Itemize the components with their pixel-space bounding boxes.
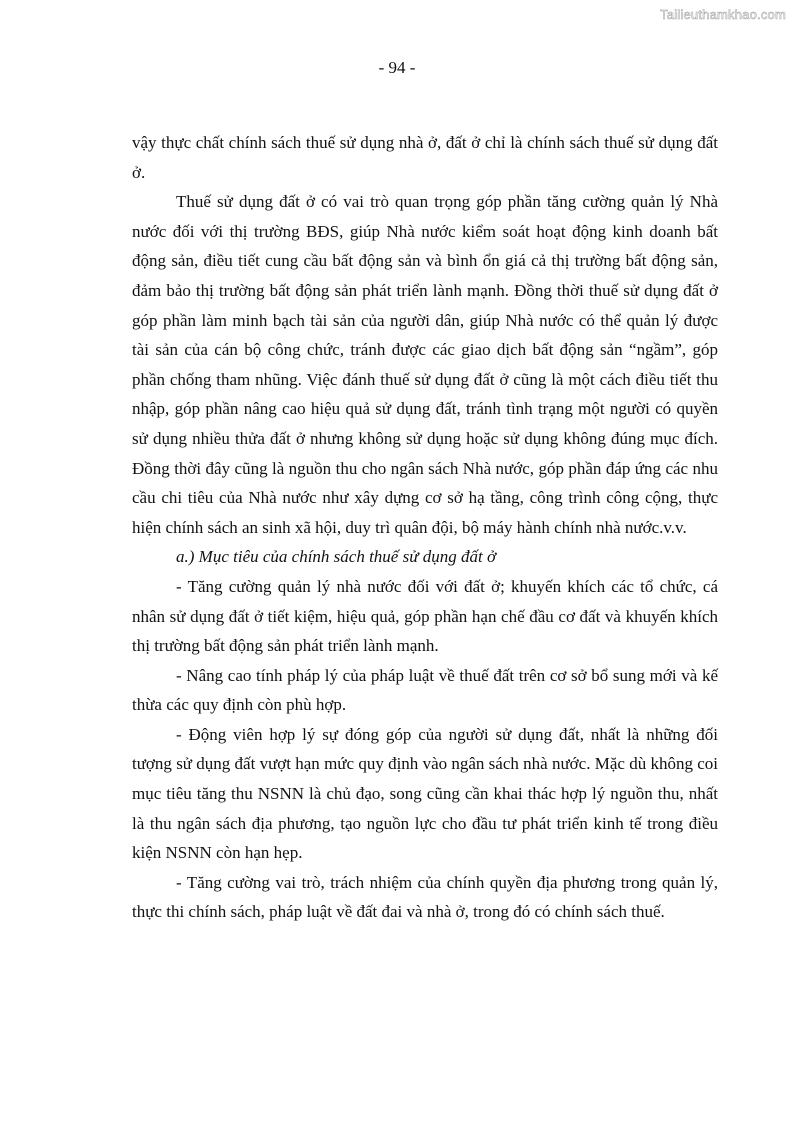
page-number: - 94 -	[378, 58, 416, 77]
objective-item-4: - Tăng cường vai trò, trách nhiệm của chính quyền địa phương trong quản lý, thực thi chính sách, pháp luật về đất đai và nhà ở, trong đó có chính sách thuế.	[132, 872, 718, 922]
objective-item-2: - Nâng cao tính pháp lý của pháp luật về thuế đất trên cơ sở bổ sung mới và kế thừa các quy định còn phù hợp.	[132, 665, 718, 715]
paragraph-continuation: vậy thực chất chính sách thuế sử dụng nhà ở, đất ở chỉ là chính sách thuế sử dụng đất ở.	[132, 133, 718, 182]
watermark: Tailieuthamkhao.com	[660, 7, 786, 22]
section-heading-objectives: a.) Mục tiêu của chính sách thuế sử dụng đất ở	[176, 547, 497, 567]
objective-item-3: - Động viên hợp lý sự đóng góp của người sử dụng đất, nhất là những đối tượng sử dụng đất vượt hạn mức quy định vào ngân sách nhà nước. Mặc dù không coi mục tiêu tăng thu NSNN là chủ đạo, song cũng cần khai thác hợp lý nguồn thu, nhất là thu ngân sách địa phương, tạo nguồn lực cho đầu tư phát triển kinh tế trong điều kiện NSNN còn hạn hẹp.	[132, 724, 718, 863]
document-body	[132, 128, 718, 927]
paragraph-role-of-tax: Thuế sử dụng đất ở có vai trò quan trọng góp phần tăng cường quản lý Nhà nước đối với thị trường BĐS, giúp Nhà nước kiểm soát hoạt động kinh doanh bất động sản, điều tiết cung cầu bất động sản và bình ổn giá cả thị trường bất động sản, đảm bảo thị trường bất động sản phát triển lành mạnh. Đồng thời thuế sử dụng đất ở góp phần làm minh bạch tài sản của người dân, giúp Nhà nước có thể quản lý được tài sản của cán bộ công chức, tránh được các giao dịch bất động sản “ngầm”, góp phần chống tham nhũng. Việc đánh thuế sử dụng đất ở cũng là một cách điều tiết thu nhập, góp phần nâng cao hiệu quả sử dụng đất, tránh tình trạng một người có quyền sử dụng nhiều thửa đất ở nhưng không sử dụng hoặc sử dụng không đúng mục đích. Đồng thời đây cũng là nguồn thu cho ngân sách Nhà nước, góp phần đáp ứng các nhu cầu chi tiêu của Nhà nước như xây dựng cơ sở hạ tầng, công trình công cộng, thực hiện chính sách an sinh xã hội, duy trì quân đội, bộ máy hành chính nhà nước.v.v.	[132, 192, 718, 537]
objective-item-1: - Tăng cường quản lý nhà nước đối với đất ở; khuyến khích các tổ chức, cá nhân sử dụng đất ở tiết kiệm, hiệu quả, góp phần hạn chế đầu cơ đất và khuyến khích thị trường bất động sản phát triển lành mạnh.	[132, 576, 718, 656]
